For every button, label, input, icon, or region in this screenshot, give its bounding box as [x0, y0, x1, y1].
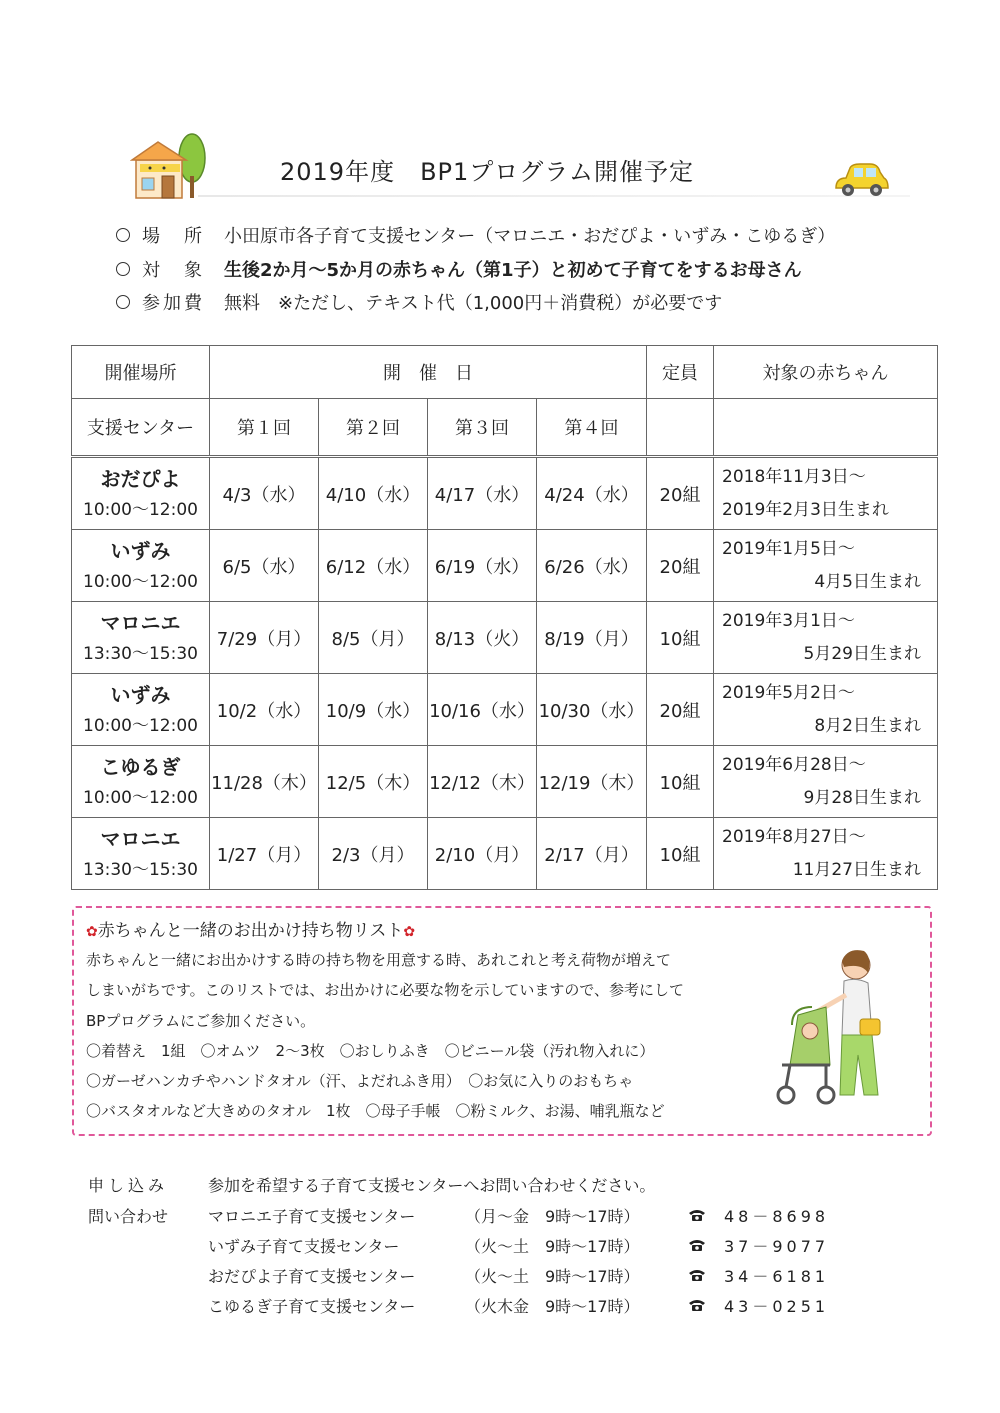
mother-stroller-illustration — [768, 945, 898, 1115]
babies-from: 2019年5月2日～ — [722, 682, 855, 703]
date-cell: 7/29（月） — [210, 602, 319, 674]
table-row — [72, 602, 938, 674]
date-cell: 8/13（火） — [428, 602, 537, 674]
venue-time: 10:00～12:00 — [83, 499, 198, 520]
car-illustration — [830, 160, 892, 202]
babies-to: 5月29日生まれ — [803, 643, 921, 664]
babies-from: 2019年6月28日～ — [722, 754, 866, 775]
inquiry-label: 問い合わせ — [88, 1207, 169, 1226]
venue-name: マロニエ — [100, 610, 181, 635]
checklist-title-text: 赤ちゃんと一緒のお出かけ持ち物リスト — [97, 921, 404, 941]
babies-from: 2019年3月1日～ — [722, 610, 855, 631]
checklist-intro-3: BPプログラムにご参加ください。 — [86, 1012, 316, 1030]
target-value: 生後2か月～5か月の赤ちゃん（第1子）と初めて子育てをするお母さん — [224, 260, 802, 281]
table-row — [72, 818, 938, 890]
header-dates: 開 催 日 — [210, 346, 647, 399]
capacity-cell: 10組 — [647, 818, 714, 890]
venue-cell — [72, 457, 210, 530]
header-divider — [198, 195, 910, 197]
venue-cell — [72, 818, 210, 890]
date-cell: 2/17（月） — [537, 818, 647, 890]
babies-cell — [714, 530, 938, 602]
venue-cell — [72, 746, 210, 818]
phone-icon — [688, 1268, 706, 1282]
table-row — [72, 457, 938, 530]
center-phone[interactable]: 43－0251 — [724, 1297, 830, 1316]
apply-text: 参加を希望する子育て支援センターへお問い合わせください。 — [208, 1176, 656, 1195]
phone-icon — [688, 1208, 706, 1222]
babies-to: 11月27日生まれ — [792, 859, 921, 880]
babies-cell — [714, 457, 938, 530]
babies-from: 2019年1月5日～ — [722, 538, 855, 559]
center-phone[interactable]: 37－9077 — [724, 1237, 830, 1256]
checklist-items-2: 〇ガーゼハンカチやハンドタオル（汗、よだれふき用） 〇お気に入りのおもちゃ — [86, 1072, 634, 1090]
page-title: 2019年度 BP1プログラム開催予定 — [280, 158, 695, 186]
date-cell: 4/3（水） — [210, 457, 319, 530]
venue-time: 13:30～15:30 — [83, 643, 198, 664]
date-cell: 6/19（水） — [428, 530, 537, 602]
date-cell: 6/12（水） — [319, 530, 428, 602]
venue-name: いずみ — [110, 538, 171, 563]
flower-icon: ✿ — [86, 924, 98, 940]
date-cell: 2/10（月） — [428, 818, 537, 890]
target-label: 対 象 — [142, 260, 205, 281]
babies-to: 2019年2月3日生まれ — [722, 499, 889, 520]
babies-cell — [714, 602, 938, 674]
phone-icon — [688, 1298, 706, 1312]
date-cell: 12/5（木） — [319, 746, 428, 818]
venue-time: 13:30～15:30 — [83, 859, 198, 880]
checklist-intro-2: しまいがちです。このリストでは、お出かけに必要な物を示していますので、参考にして — [86, 981, 685, 999]
date-cell: 2/3（月） — [319, 818, 428, 890]
venue-name: おだぴよ — [100, 466, 181, 491]
center-name: おだぴよ子育て支援センター — [208, 1267, 416, 1286]
capacity-cell: 20組 — [647, 457, 714, 530]
subheader-round-3: 第３回 — [428, 399, 537, 457]
subheader-venue: 支援センター — [72, 399, 210, 457]
checklist-title — [86, 916, 415, 941]
center-hours: （月～金 9時～17時） — [465, 1207, 640, 1226]
checklist-items-3: 〇バスタオルなど大きめのタオル 1枚 〇母子手帳 〇粉ミルク、お湯、哺乳瓶など — [86, 1102, 665, 1120]
date-cell: 10/2（水） — [210, 674, 319, 746]
date-cell: 6/5（水） — [210, 530, 319, 602]
subheader-round-4: 第４回 — [537, 399, 647, 457]
center-name: こゆるぎ子育て支援センター — [208, 1297, 416, 1316]
capacity-cell: 20組 — [647, 674, 714, 746]
venue-cell — [72, 530, 210, 602]
house-illustration — [130, 130, 210, 202]
fee-value: 無料 ※ただし、テキスト代（1,000円＋消費税）が必要です — [224, 293, 723, 314]
date-cell: 11/28（木） — [210, 746, 319, 818]
header-venue: 開催場所 — [72, 346, 210, 399]
circle-bullet-icon — [116, 228, 130, 242]
center-phone[interactable]: 34－6181 — [724, 1267, 830, 1286]
capacity-cell: 10組 — [647, 746, 714, 818]
circle-bullet-icon — [116, 262, 130, 276]
venue-cell — [72, 602, 210, 674]
date-cell: 10/9（水） — [319, 674, 428, 746]
venue-name: マロニエ — [100, 826, 181, 851]
flower-icon: ✿ — [403, 924, 416, 940]
phone-icon — [688, 1238, 706, 1252]
schedule-table — [71, 345, 938, 890]
header-capacity: 定員 — [647, 346, 714, 399]
date-cell: 8/5（月） — [319, 602, 428, 674]
venue-name: いずみ — [110, 682, 171, 707]
center-name: いずみ子育て支援センター — [208, 1237, 400, 1256]
subheader-empty — [647, 399, 714, 457]
date-cell: 4/10（水） — [319, 457, 428, 530]
fee-label: 参加費 — [142, 293, 205, 314]
babies-to: 4月5日生まれ — [814, 571, 921, 592]
date-cell: 1/27（月） — [210, 818, 319, 890]
apply-label: 申し込み — [88, 1176, 169, 1195]
date-cell: 4/17（水） — [428, 457, 537, 530]
center-hours: （火～土 9時～17時） — [465, 1237, 640, 1256]
info-place — [116, 222, 835, 248]
date-cell: 6/26（水） — [537, 530, 647, 602]
date-cell: 12/12（木） — [428, 746, 537, 818]
place-value: 小田原市各子育て支援センター（マロニエ・おだぴよ・いずみ・こゆるぎ） — [224, 226, 836, 247]
table-subheader-row — [72, 399, 938, 457]
babies-from: 2019年8月27日～ — [722, 826, 866, 847]
circle-bullet-icon — [116, 295, 130, 309]
place-label: 場 所 — [142, 226, 205, 247]
babies-from: 2018年11月3日～ — [722, 466, 866, 487]
capacity-cell: 20組 — [647, 530, 714, 602]
center-hours: （火木金 9時～17時） — [465, 1297, 640, 1316]
babies-cell — [714, 674, 938, 746]
date-cell: 8/19（月） — [537, 602, 647, 674]
info-fee — [116, 289, 722, 315]
venue-time: 10:00～12:00 — [83, 571, 198, 592]
babies-to: 8月2日生まれ — [814, 715, 921, 736]
date-cell: 12/19（木） — [537, 746, 647, 818]
date-cell: 10/16（水） — [428, 674, 537, 746]
subheader-round-2: 第２回 — [319, 399, 428, 457]
checklist-items-1: 〇着替え 1組 〇オムツ 2～3枚 〇おしりふき 〇ビニール袋（汚れ物入れに） — [86, 1042, 655, 1060]
date-cell: 4/24（水） — [537, 457, 647, 530]
venue-time: 10:00～12:00 — [83, 787, 198, 808]
center-name: マロニエ子育て支援センター — [208, 1207, 416, 1226]
table-row — [72, 530, 938, 602]
subheader-round-1: 第１回 — [210, 399, 319, 457]
capacity-cell: 10組 — [647, 602, 714, 674]
center-hours: （火～土 9時～17時） — [465, 1267, 640, 1286]
table-row — [72, 674, 938, 746]
babies-cell — [714, 818, 938, 890]
babies-cell — [714, 746, 938, 818]
venue-cell — [72, 674, 210, 746]
venue-name: こゆるぎ — [100, 754, 181, 779]
header-babies: 対象の赤ちゃん — [714, 346, 938, 399]
date-cell: 10/30（水） — [537, 674, 647, 746]
babies-to: 9月28日生まれ — [803, 787, 921, 808]
center-phone[interactable]: 48－8698 — [724, 1207, 830, 1226]
info-target — [116, 256, 802, 282]
subheader-empty — [714, 399, 938, 457]
table-header-row — [72, 346, 938, 399]
venue-time: 10:00～12:00 — [83, 715, 198, 736]
table-row — [72, 746, 938, 818]
checklist-intro-1: 赤ちゃんと一緒にお出かけする時の持ち物を用意する時、あれこれと考え荷物が増えて — [86, 951, 672, 969]
